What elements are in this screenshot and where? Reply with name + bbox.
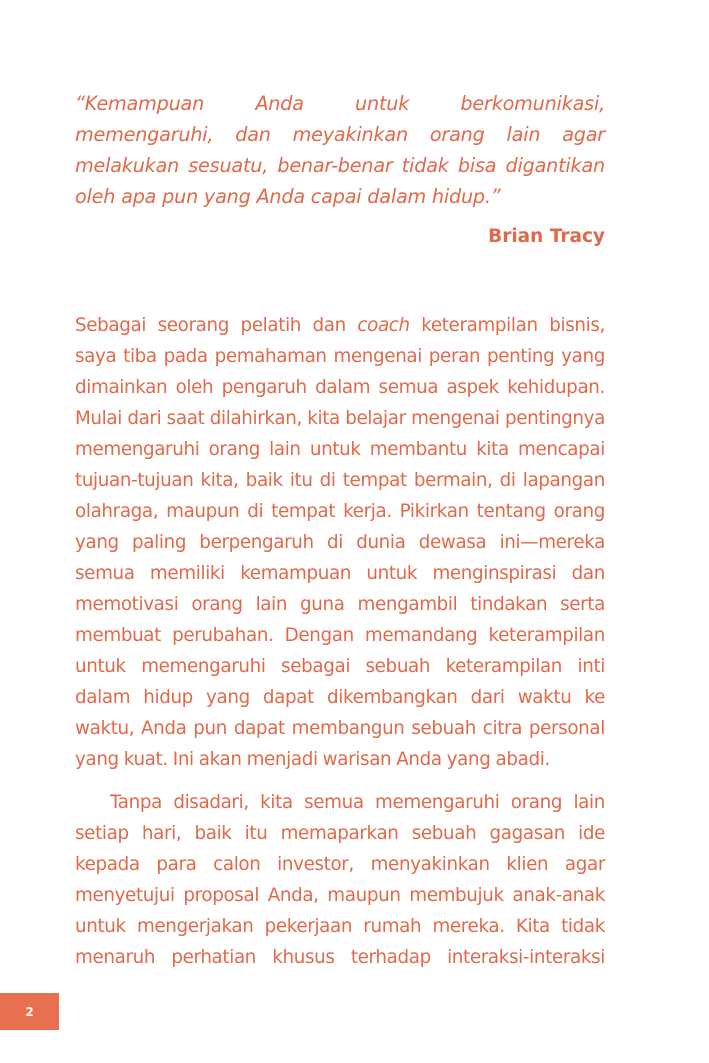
body-text [75,310,605,973]
epigraph-quote: “Kemampuan Anda untuk berkomunikasi, memengaruhi, dan meyakinkan orang lain agar melakukan sesuatu, benar-benar tidak bisa digantikan oleh apa pun yang Anda capai dalam hidup.” [75,92,605,208]
epigraph-author: Brian Tracy [488,226,605,247]
paragraph-1-italic-term: coach [357,315,410,336]
paragraph-2: Tanpa disadari, kita semua memengaruhi orang lain setiap hari, baik itu memaparkan sebuah gagasan ide kepada para calon investor, menyakinkan klien agar menyetujui proposal Anda, maupun membujuk anak-anak untuk mengerjakan pekerjaan rumah mereka. Kita tidak menaruh perhatian khusus terhadap interaksi-interaksi [75,792,605,968]
paragraph-1-rest: keterampilan bisnis, saya tiba pada pemahaman mengenai peran penting yang dimainkan oleh pengaruh dalam semua aspek kehidupan. Mulai dari saat dilahirkan, kita belajar mengenai pentingnya memengaruhi orang lain untuk membantu kita mencapai tujuan-tujuan kita, baik itu di tempat bermain, di lapangan olahraga, maupun di tempat kerja. Pikirkan tentang orang yang paling berpengaruh di dunia dewasa ini—mereka semua memiliki kemampuan untuk menginspirasi dan memotivasi orang lain guna mengambil tindakan serta membuat perubahan. Dengan memandang keterampilan untuk memengaruhi sebagai sebuah keterampilan inti dalam hidup yang dapat dikembangkan dari waktu ke waktu, Anda pun dapat membangun sebuah citra personal yang kuat. Ini akan menjadi warisan Anda yang abadi. [75,315,605,770]
paragraph-1-start: Sebagai seorang pelatih dan [75,315,358,336]
page-number-tab [0,993,59,1030]
paragraph-1 [75,310,605,775]
page-number: 2 [25,1004,34,1019]
